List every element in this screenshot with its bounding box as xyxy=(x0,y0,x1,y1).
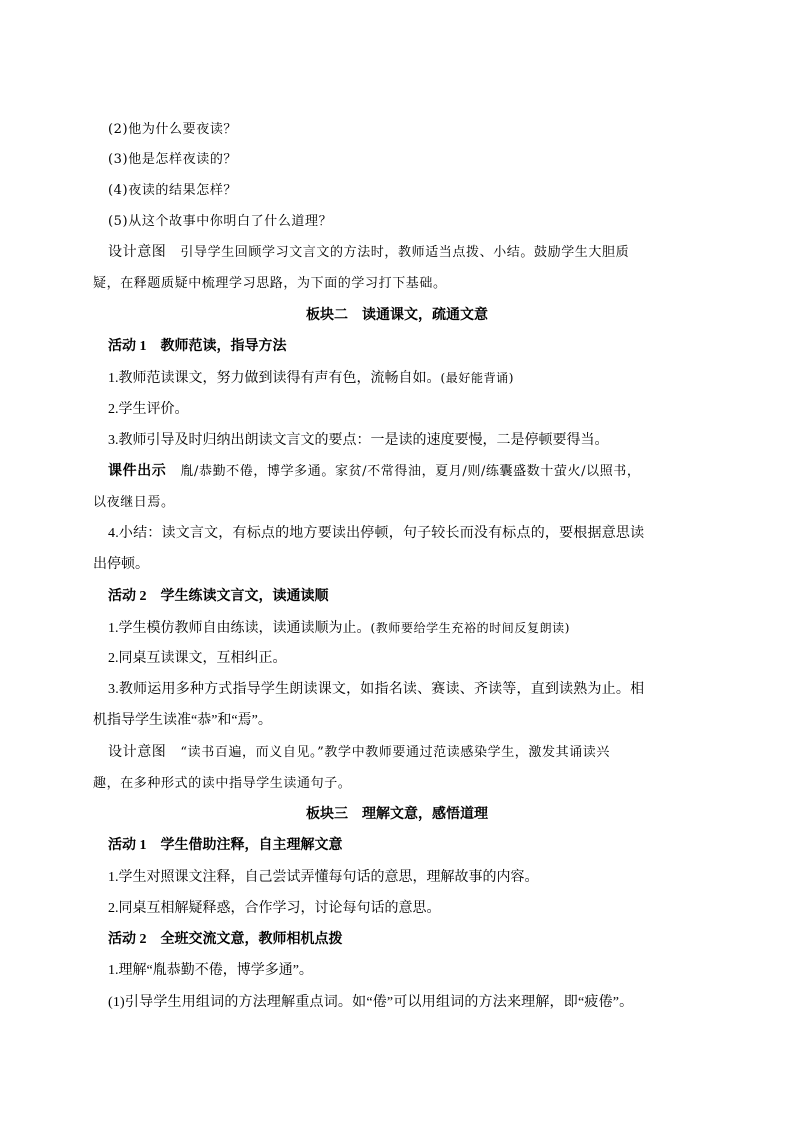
design-intent-label: 设计意图 xyxy=(108,245,167,260)
s3a2-item-1: 1.理解“胤恭勤不倦，博学多通”。 xyxy=(108,963,313,978)
courseware-display-cont: 以夜继日焉。 xyxy=(93,495,175,510)
design-intent-text: 引导学生回顾学习文言文的方法时，教师适当点拨、小结。鼓励学生大胆质 xyxy=(180,245,630,260)
design-intent-2 xyxy=(108,743,708,763)
section-2-heading: 板块二 读通课文，疏通文意 xyxy=(306,308,488,323)
s3a1-item-1: 1.学生对照课文注释，自己尝试弄懂每句话的意思，理解故事的内容。 xyxy=(108,870,539,885)
s2a1-item-3: 3.教师引导及时归纳出朗读文言文的要点：一是读的速度要慢，二是停顿要得当。 xyxy=(108,433,609,448)
s2a2-item-2: 2.同桌互读课文，互相纠正。 xyxy=(108,651,287,666)
s2a1-item-2: 2.学生评价。 xyxy=(108,402,189,417)
s2a2-item-3-cont: 机指导学生读准“恭”和“焉”。 xyxy=(93,713,272,728)
courseware-label: 课件出示 xyxy=(108,464,167,479)
design-intent-2-cont: 趣，在多种形式的读中指导学生读通句子。 xyxy=(93,776,352,791)
section-3-activity-1-title: 活动 1 学生借助注释，自主理解文意 xyxy=(108,838,343,853)
design-intent-1 xyxy=(108,243,708,263)
s2a2-item-1-text: 1.学生模仿教师自由练读，读通读顺为止。 xyxy=(108,621,371,636)
s2a1-item-4: 4.小结：读文言文，有标点的地方要读出停顿，句子较长而没有标点的，要根据意思读 xyxy=(108,526,645,541)
question-4: (4)夜读的结果怎样？ xyxy=(108,183,238,198)
section-2-activity-2-title: 活动 2 学生练读文言文，读通读顺 xyxy=(108,589,329,604)
section-3-activity-2-title: 活动 2 全班交流文意，教师相机点拨 xyxy=(108,932,343,947)
s2a2-item-3: 3.教师运用多种方式指导学生朗读课文，如指名读、赛读、齐读等，直到读熟为止。相 xyxy=(108,682,645,697)
question-5: (5)从这个故事中你明白了什么道理？ xyxy=(108,214,333,229)
section-2-activity-1-title: 活动 1 教师范读，指导方法 xyxy=(108,339,287,354)
s2a1-item-4-cont: 出停顿。 xyxy=(93,557,149,572)
s2a2-item-1 xyxy=(108,618,708,639)
courseware-text: 胤/恭勤不倦，博学多通。家贫/不常得油，夏月/则/练囊盛数十萤火/以照书， xyxy=(180,464,641,479)
section-3-heading: 板块三 理解文意，感悟道理 xyxy=(306,807,488,822)
s2a1-item-1 xyxy=(108,368,708,389)
s3a2-item-1-sub: (1)引导学生用组词的方法理解重点词。如“倦”可以用组词的方法来理解，即“疲倦”。 xyxy=(108,995,634,1010)
question-3: (3)他是怎样夜读的？ xyxy=(108,152,238,167)
s2a2-item-1-note: (教师要给学生充裕的时间反复朗读) xyxy=(370,621,571,635)
design-intent-2-text: “读书百遍，而义自见。”教学中教师要通过范读感染学生，激发其诵读兴 xyxy=(180,745,610,760)
s2a1-item-1-note: (最好能背诵) xyxy=(440,371,515,385)
s3a1-item-2: 2.同桌互相解疑释惑，合作学习，讨论每句话的意思。 xyxy=(108,901,441,916)
question-2: (2)他为什么要夜读？ xyxy=(108,122,238,137)
s2a1-item-1-text: 1.教师范读课文，努力做到读得有声有色，流畅自如。 xyxy=(108,371,441,386)
courseware-display xyxy=(108,462,708,482)
design-intent-2-label: 设计意图 xyxy=(108,745,167,760)
design-intent-1-cont: 疑，在释题质疑中梳理学习思路，为下面的学习打下基础。 xyxy=(93,276,447,291)
